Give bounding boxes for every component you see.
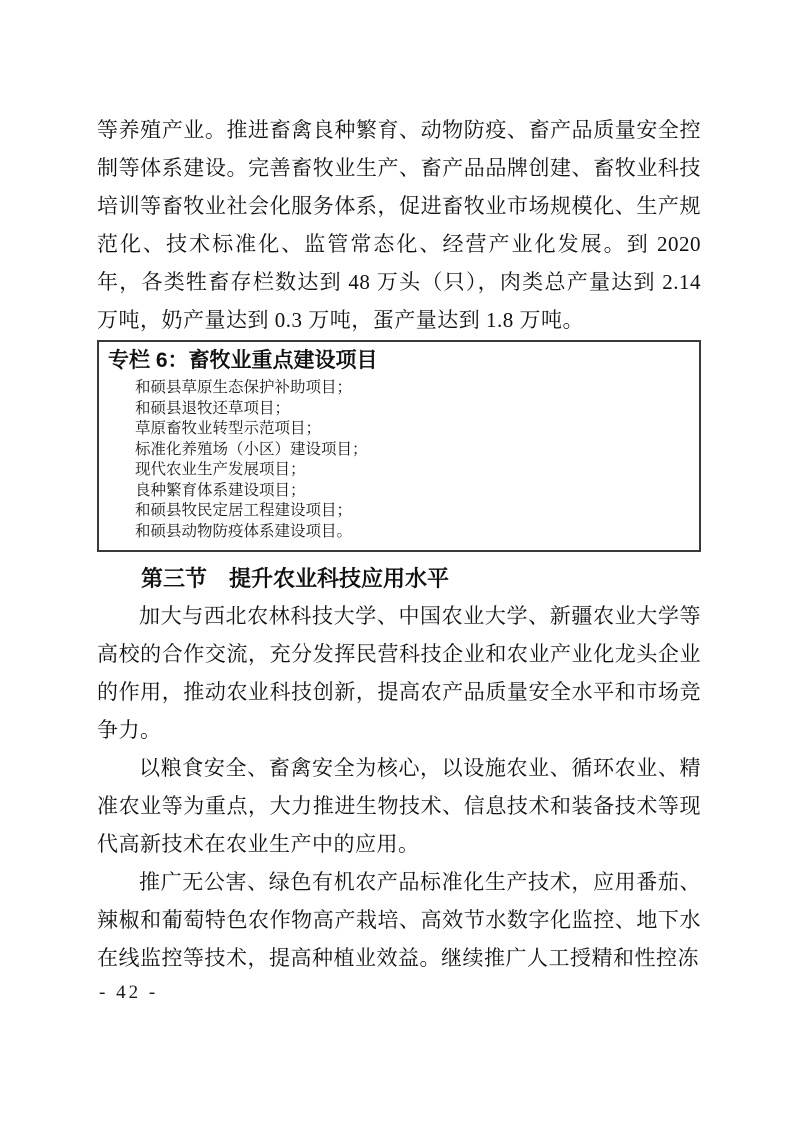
list-item: 标准化养殖场（小区）建设项目；: [135, 440, 368, 458]
body-paragraph-livestock: 等养殖产业。推进畜禽良种繁育、动物防疫、畜产品质量安全控制等体系建设。完善畜牧业生产、畜产品品牌创建、畜牧业科技培训等畜牧业社会化服务体系，促进畜牧业市场规模化、生产规范化、技术标准化、监管常态化、经营产业化发展。到 2020 年，各类牲畜存栏数达到 48 万头（只），肉类总产量达到 2.14 万吨，奶产量达到 0.3 万吨，蛋产量达到 1.8 万吨。: [97, 118, 701, 332]
section-heading: 第三节 提升农业科技应用水平: [141, 566, 450, 591]
highlight-box-projects: [97, 340, 701, 552]
highlight-box-item-list: [108, 378, 689, 542]
list-item: 现代农业生产发展项目；: [135, 461, 306, 478]
body-paragraph-technology: 以粮食安全、畜禽安全为核心，以设施农业、循环农业、精准农业等为重点，大力推进生物技术、信息技术和装备技术等现代高新技术在农业生产中的应用。: [97, 756, 701, 856]
list-item: 草原畜牧业转型示范项目；: [135, 420, 322, 437]
body-paragraph-promotion: 推广无公害、绿色有机农产品标准化生产技术，应用番茄、辣椒和葡萄特色农作物高产栽培、高效节水数字化监控、地下水在线监控等技术，提高种植业效益。继续推广人工授精和性控冻: [97, 870, 701, 970]
page-number: - 42 -: [99, 982, 159, 1003]
highlight-box-title: 专栏 6：畜牧业重点建设项目: [108, 349, 378, 372]
list-item: 良种繁育体系建设项目；: [135, 481, 306, 499]
list-item: 和硕县动物防疫体系建设项目。: [135, 522, 353, 540]
list-item: 和硕县牧民定居工程建设项目；: [135, 502, 353, 519]
page-content: [97, 111, 701, 977]
list-item: 和硕县草原生态保护补助项目；: [135, 379, 353, 396]
list-item: 和硕县退牧还草项目；: [135, 399, 291, 417]
body-paragraph-cooperation: 加大与西北农林科技大学、中国农业大学、新疆农业大学等高校的合作交流，充分发挥民营科技企业和农业产业化龙头企业的作用，推动农业科技创新，提高农产品质量安全水平和市场竞争力。: [97, 604, 701, 742]
